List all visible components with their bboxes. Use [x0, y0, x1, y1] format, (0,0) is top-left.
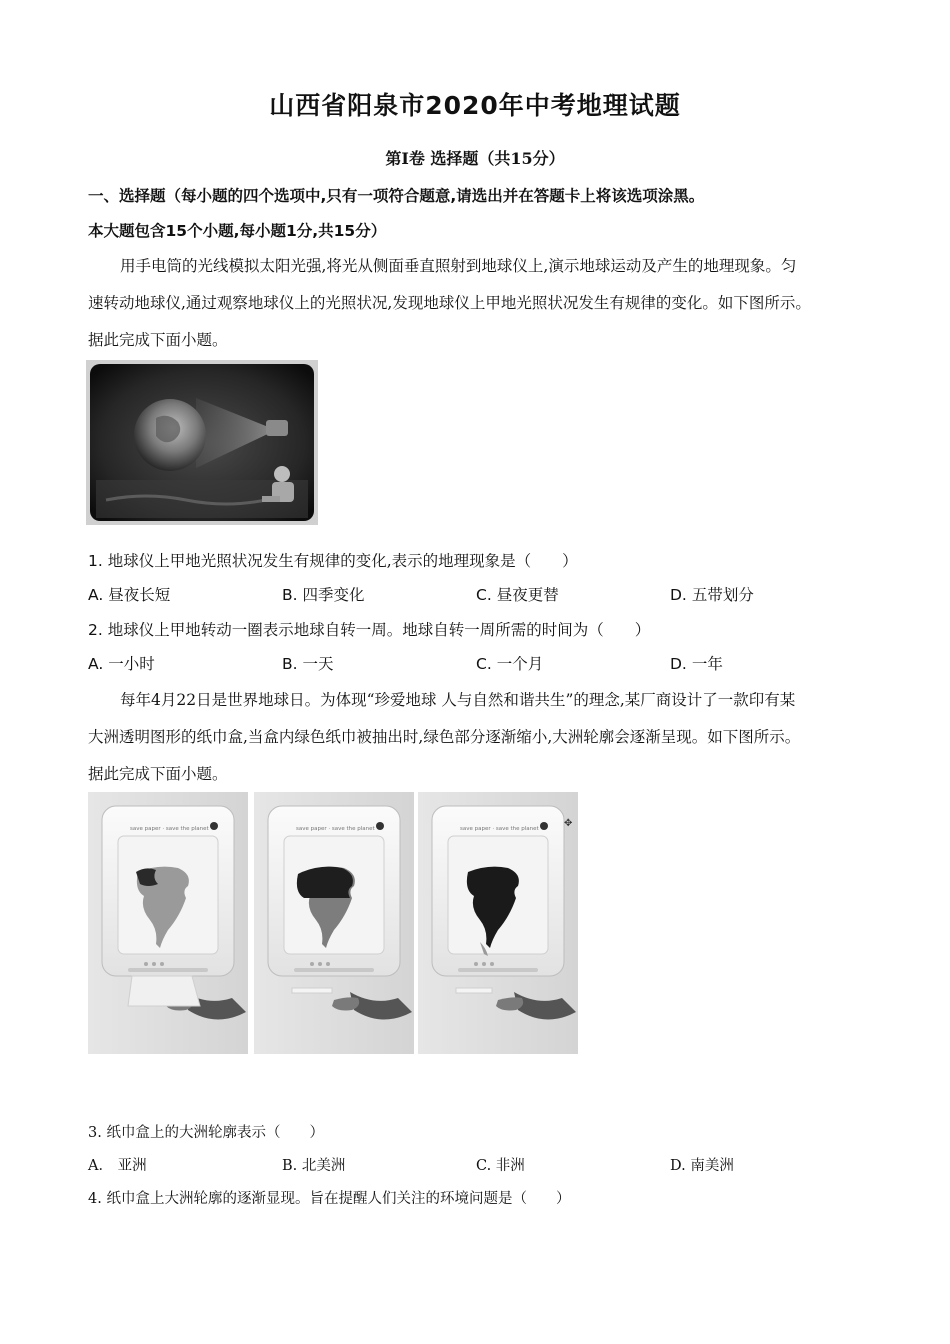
passage1-line-3: 据此完成下面小题。: [88, 331, 228, 349]
section-title: 第Ⅰ卷 选择题（共15分）: [385, 149, 565, 168]
tissue-box-photos: [86, 792, 580, 1054]
globe-flashlight-photo: [86, 360, 318, 525]
q3-option-a[interactable]: A． 亚洲: [88, 1158, 147, 1174]
passage2-line-2: 大洲透明图形的纸巾盒,当盒内绿色纸巾被抽出时,绿色部分逐渐缩小,大洲轮廓会逐渐呈现。如下图所示。: [88, 728, 801, 746]
question-2-stem: 地球仪上甲地转动一圈表示地球自转一周。地球自转一周所需的时间为（ ）: [107, 621, 651, 639]
question-3-number: 3.: [88, 1125, 102, 1141]
q2-option-c[interactable]: C. 一个月: [476, 655, 544, 673]
question-3-stem: 纸巾盒上的大洲轮廓表示（ ）: [106, 1125, 324, 1141]
q3-option-b[interactable]: B. 北美洲: [282, 1158, 346, 1174]
passage1-line-1: 用手电筒的光线模拟太阳光强,将光从侧面垂直照射到地球仪上,演示地球运动及产生的地理现象。匀: [120, 257, 797, 275]
passage2-line-3: 据此完成下面小题。: [88, 765, 228, 783]
tissue-box-panel-1: [88, 792, 248, 1054]
question-4: [88, 1187, 570, 1208]
q2-option-b[interactable]: B. 一天: [282, 655, 334, 673]
q2-option-a[interactable]: A. 一小时: [88, 655, 155, 673]
question-1: [88, 549, 578, 571]
question-1-number: 1.: [88, 552, 103, 570]
question-2: [88, 618, 650, 640]
q3-option-c[interactable]: C. 非洲: [476, 1158, 525, 1174]
tissue-box-panel-3: [418, 792, 578, 1054]
q3-option-d[interactable]: D. 南美洲: [670, 1158, 734, 1174]
move-handle-icon: ✥: [564, 818, 573, 829]
passage1-line-2: 速转动地球仪,通过观察地球仪上的光照状况,发现地球仪上甲地光照状况发生有规律的变化。如下图所示。: [88, 294, 811, 312]
question-3: [88, 1121, 324, 1142]
question-4-stem: 纸巾盒上大洲轮廓的逐渐显现。旨在提醒人们关注的环境问题是（ ）: [106, 1191, 571, 1207]
passage2-line-1: 每年4月22日是世界地球日。为体现“珍爱地球 人与自然和谐共生”的理念,某厂商设计了一款印有某: [120, 691, 796, 709]
q2-option-d[interactable]: D. 一年: [670, 655, 723, 673]
instruction-line-1: 一、选择题（每小题的四个选项中,只有一项符合题意,请选出并在答题卡上将该选项涂黑。: [88, 187, 705, 205]
question-4-number: 4.: [88, 1191, 102, 1207]
q1-option-a[interactable]: A. 昼夜长短: [88, 586, 171, 604]
question-1-stem: 地球仪上甲地光照状况发生有规律的变化,表示的地理现象是（ ）: [107, 552, 578, 570]
tissue-box-panel-2: [254, 792, 414, 1054]
instruction-line-2: 本大题包含15个小题,每小题1分,共15分）: [88, 222, 387, 240]
page-title: 山西省阳泉市2020年中考地理试题: [269, 91, 681, 120]
q1-option-c[interactable]: C. 昼夜更替: [476, 586, 559, 604]
q1-option-d[interactable]: D. 五带划分: [670, 586, 754, 604]
q1-option-b[interactable]: B. 四季变化: [282, 586, 365, 604]
question-2-number: 2.: [88, 621, 103, 639]
